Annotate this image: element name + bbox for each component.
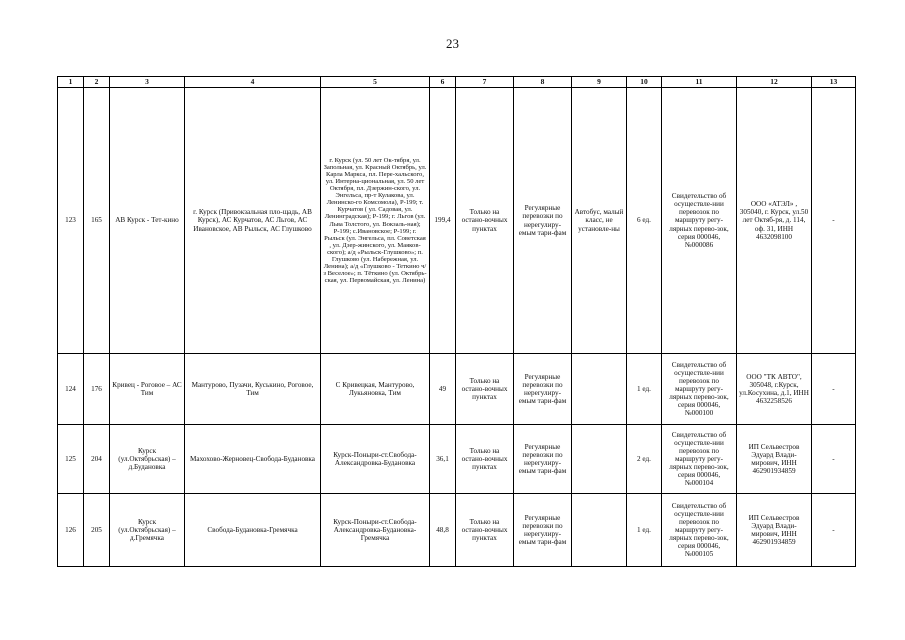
carrier-cell: ООО «АТЭЛ» , 305040, г. Курск, ул.50 лет Октяб-ря, д. 114, оф. 31, ИНН 4632098100 [737,88,812,354]
vehicle-count-cell: 1 ед. [627,494,662,567]
transport-type-cell: Регулярные перевозки по нерегулиру-емым тари-фам [514,88,572,354]
column-header: 8 [514,77,572,88]
route-number-cell: 176 [84,354,110,425]
route-index-cell: 124 [58,354,84,425]
column-header: 2 [84,77,110,88]
boarding-procedure-cell: Только на остано-вочных пунктах [456,494,514,567]
certificate-cell: Свидетельство об осуществле-нии перевозок по маршруту регу-лярных перево-зок, серия 000046, №000104 [662,425,737,494]
column-header: 7 [456,77,514,88]
route-number-cell: 205 [84,494,110,567]
route-name-cell: Кривец - Роговое – АС Тим [110,354,185,425]
route-registry-table [57,76,856,567]
column-header: 1 [58,77,84,88]
route-index-cell: 125 [58,425,84,494]
boarding-procedure-cell: Только на остано-вочных пунктах [456,425,514,494]
route-length-cell: 48,8 [430,494,456,567]
vehicle-class-cell [572,494,627,567]
table-row [58,354,856,425]
table-header-row [58,77,856,88]
notes-cell: - [812,354,856,425]
column-header: 12 [737,77,812,88]
carrier-cell: ООО "ТК АВТО", 305048, г.Курск, ул.Косухина, д.1, ИНН 4632258526 [737,354,812,425]
notes-cell: - [812,425,856,494]
boarding-procedure-cell: Только на остано-вочных пунктах [456,88,514,354]
transport-type-cell: Регулярные перевозки по нерегулиру-емым тари-фам [514,494,572,567]
route-number-cell: 204 [84,425,110,494]
carrier-cell: ИП Сельвестров Эдуард Влади-мирович, ИНН 462901934859 [737,425,812,494]
vehicle-class-cell [572,354,627,425]
column-header: 9 [572,77,627,88]
route-streets-cell: С Кривецкая, Мантурово, Лукьяновка, Тим [321,354,430,425]
intermediate-stops-cell: Мантурово, Пузачи, Куськино, Роговое, Тим [185,354,321,425]
table-row [58,425,856,494]
route-streets-cell: г. Курск (ул. 50 лет Ок-тября, ул. Запольная, ул. Красный Октябрь, ул. Карла Маркса, пл. Пере-хальского, ул. Интерна-циональная, ул. 50 лет Октября, пл. Дзержин-ского, ул. Энгельса, пр-т Кулакова, ул. Ленинско-го Комсомола), Р-199; т. Курчатов ( ул. Садовая, ул. Ленинградская); Р-199; г. Льгов (ул. Льва Толстого, ул. Вокзаль-ная); Р-199; с.Ивановское; Р-199; г. Рыльск (ул. Энгельса, пл. Советская , ул. Дзер-жинского, ул. Маяков-ского); а/д «Рыльск-Глушково»; п. Глушково (ул. Набережная, ул. Ленина); а/д «Глушково - Теткино ч/з Веселое»; п. Тёткино (ул. Октябрь-ская, ул. Первомайская, ул. Ленина) [321,88,430,354]
vehicle-count-cell: 6 ед. [627,88,662,354]
route-length-cell: 49 [430,354,456,425]
route-index-cell: 123 [58,88,84,354]
vehicle-count-cell: 1 ед. [627,354,662,425]
certificate-cell: Свидетельство об осуществле-нии перевозок по маршруту регу-лярных перево-зок, серия 000046, №000100 [662,354,737,425]
intermediate-stops-cell: Махохово-Жерновец-Свобода-Будановка [185,425,321,494]
notes-cell: - [812,494,856,567]
route-name-cell: Курск (ул.Октябрьская) – д.Гремячка [110,494,185,567]
route-length-cell: 36,1 [430,425,456,494]
notes-cell: - [812,88,856,354]
route-length-cell: 199,4 [430,88,456,354]
table-row [58,88,856,354]
intermediate-stops-cell: Свобода-Будановка-Гремячка [185,494,321,567]
certificate-cell: Свидетельство об осуществле-нии перевозок по маршруту регу-лярных перево-зок, серия 000046, №000086 [662,88,737,354]
vehicle-class-cell: Автобус, малый класс, не установле-ны [572,88,627,354]
column-header: 10 [627,77,662,88]
route-number-cell: 165 [84,88,110,354]
transport-type-cell: Регулярные перевозки по нерегулиру-емым тари-фам [514,425,572,494]
certificate-cell: Свидетельство об осуществле-нии перевозок по маршруту регу-лярных перево-зок, серия 000046, №000105 [662,494,737,567]
carrier-cell: ИП Сельвестров Эдуард Влади-мирович, ИНН 462901934859 [737,494,812,567]
vehicle-count-cell: 2 ед. [627,425,662,494]
route-streets-cell: Курск-Поныри-ст.Свобода-Александровка-Будановка-Гремячка [321,494,430,567]
column-header: 3 [110,77,185,88]
vehicle-class-cell [572,425,627,494]
table-row [58,494,856,567]
page-number: 23 [446,36,459,51]
column-header: 4 [185,77,321,88]
column-header: 5 [321,77,430,88]
route-streets-cell: Курск-Поныри-ст.Свобода-Александровка-Будановка [321,425,430,494]
route-name-cell: АВ Курск - Тет-кино [110,88,185,354]
column-header: 6 [430,77,456,88]
route-index-cell: 126 [58,494,84,567]
column-header: 11 [662,77,737,88]
intermediate-stops-cell: г. Курск (Привокзальная пло-щадь, АВ Курск), АС Курчатов, АС Льгов, АС Ивановское, АВ Рыльск, АС Глушково [185,88,321,354]
column-header: 13 [812,77,856,88]
route-name-cell: Курск (ул.Октябрьская) – д.Будановка [110,425,185,494]
transport-type-cell: Регулярные перевозки по нерегулиру-емым тари-фам [514,354,572,425]
boarding-procedure-cell: Только на остано-вочных пунктах [456,354,514,425]
